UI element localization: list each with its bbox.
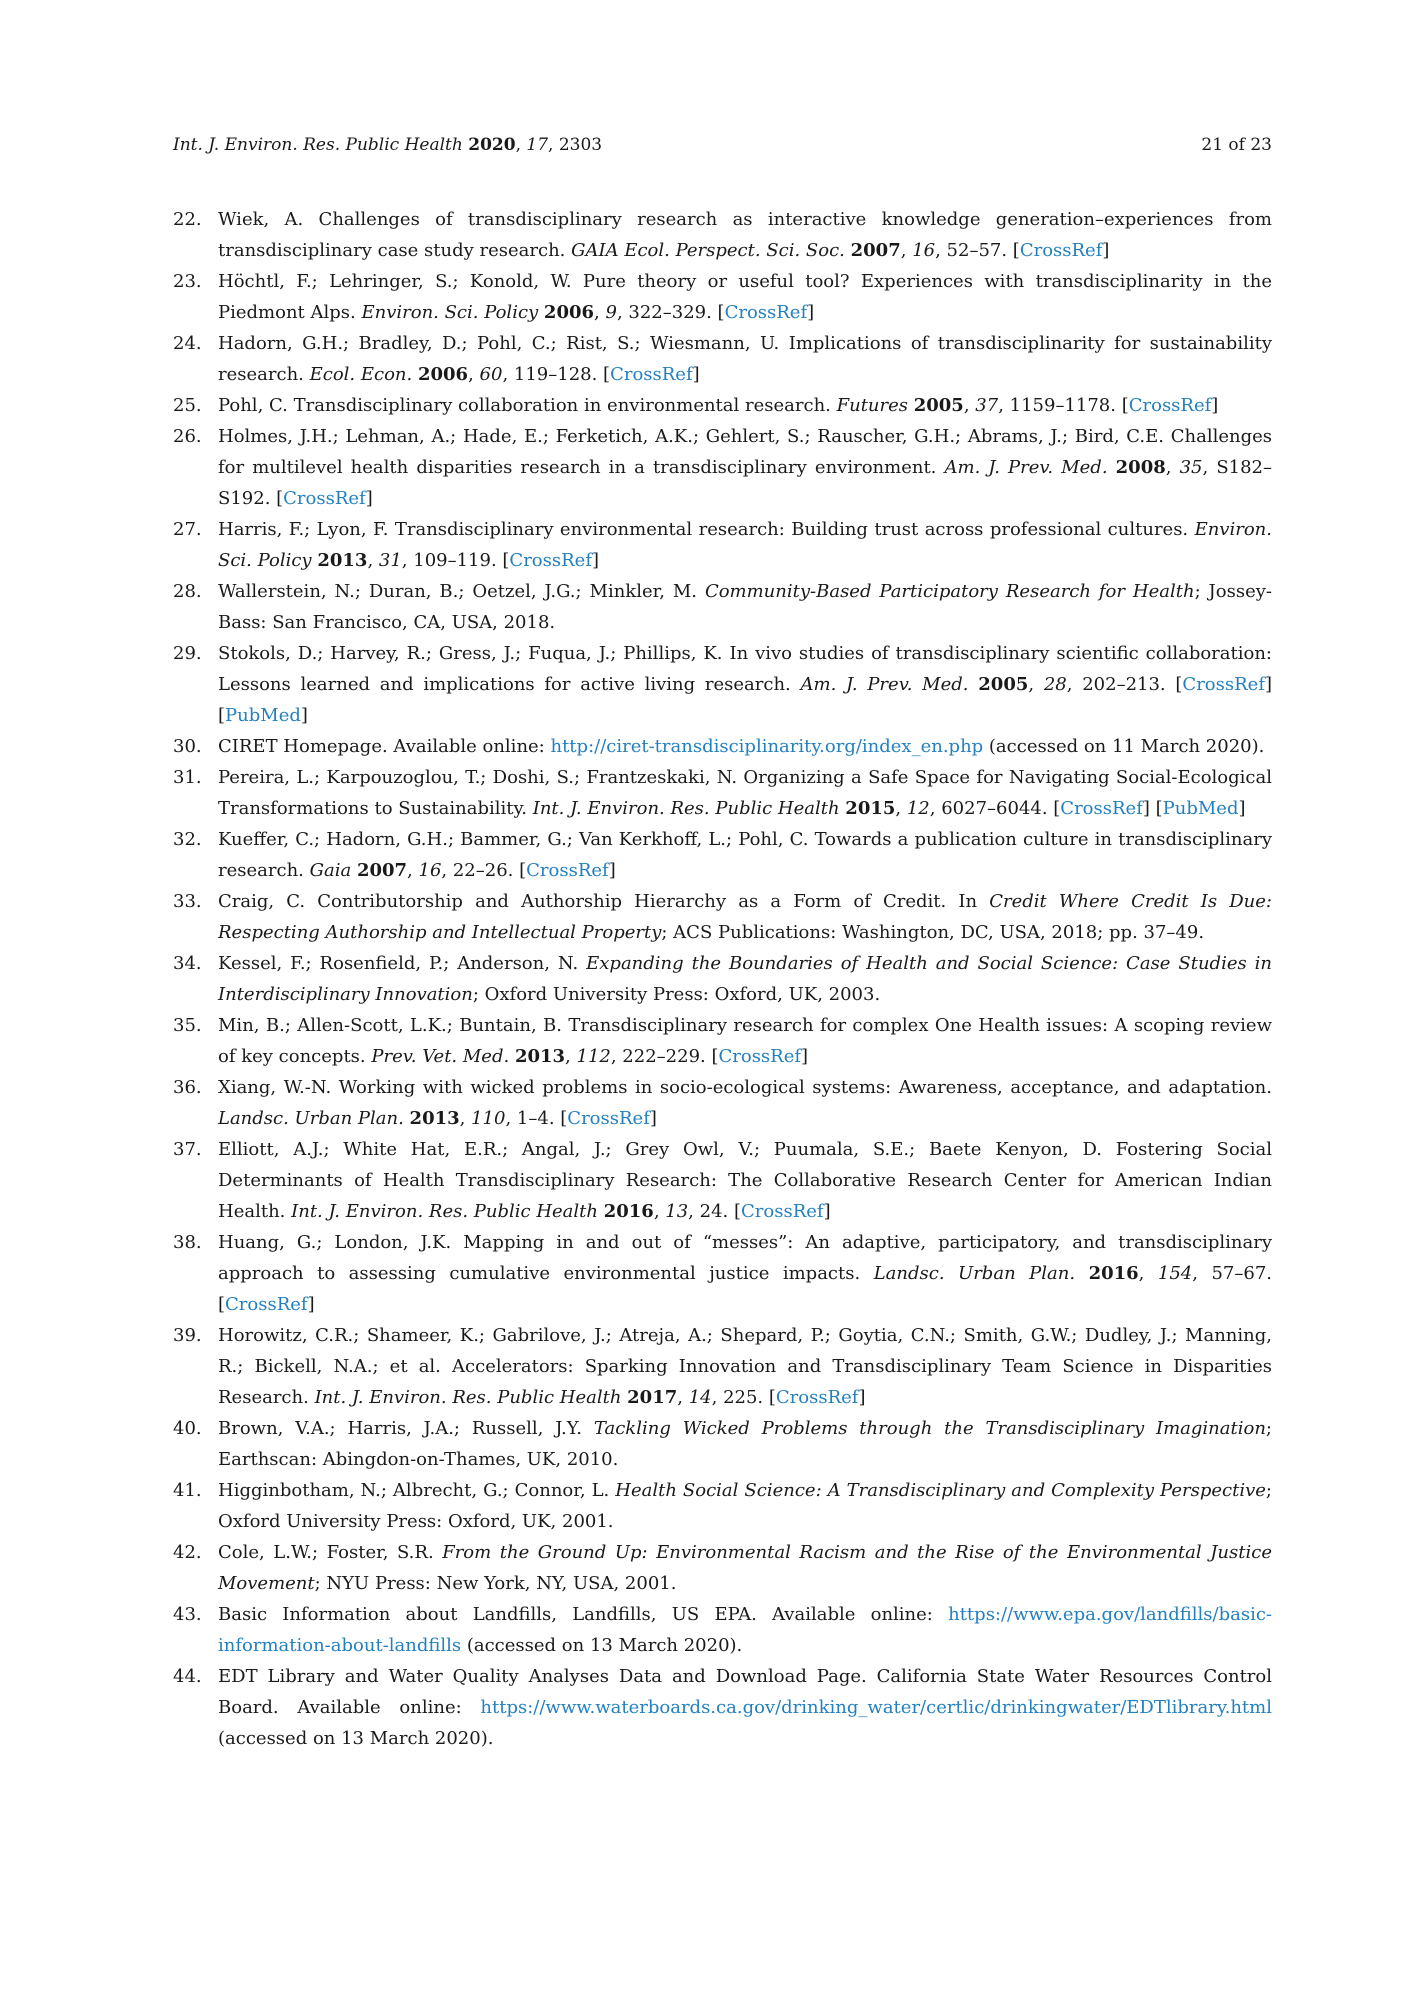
text-run: ,: [1138, 1263, 1158, 1284]
reference-list: [173, 204, 1272, 1754]
text-run: Wiek, A. Challenges of transdisciplinary research as interactive knowledge generation–experiences from transdisciplinary case study research.: [218, 209, 1272, 261]
text-run: ] [: [1142, 798, 1163, 819]
reference-link[interactable]: CrossRef: [283, 488, 366, 509]
reference-item: [173, 1134, 1272, 1227]
text-run: Harris, F.; Lyon, F. Transdisciplinary environmental research: Building trust across professional cultures.: [218, 519, 1195, 540]
page-number-label: 21 of 23: [1201, 135, 1272, 155]
reference-text: [218, 948, 1272, 1010]
text-run: ] [: [218, 674, 1273, 726]
text-run: Hadorn, G.H.; Bradley, D.; Pohl, C.; Rist, S.; Wiesmann, U. Implications of transdisciplinarity for sustainability research.: [218, 333, 1272, 385]
reference-item: [173, 1661, 1272, 1754]
reference-text: [218, 204, 1272, 266]
reference-text: [218, 390, 1272, 421]
text-run: , 202–213. [: [1066, 674, 1183, 695]
text-run: 2006: [417, 364, 469, 385]
reference-item: [173, 1320, 1272, 1413]
text-run: ,: [594, 302, 606, 323]
text-run: 154: [1157, 1263, 1193, 1284]
text-run: Wallerstein, N.; Duran, B.; Oetzel, J.G.; Minkler, M.: [218, 581, 705, 602]
text-run: (accessed on 13 March 2020).: [461, 1635, 743, 1656]
reference-link[interactable]: CrossRef: [509, 550, 592, 571]
text-run: ]: [1238, 798, 1246, 819]
text-run: ]: [1102, 240, 1110, 261]
text-run: , 222–229. [: [610, 1046, 719, 1067]
text-run: Brown, V.A.; Harris, J.A.; Russell, J.Y.: [218, 1418, 594, 1439]
text-run: 2005: [913, 395, 964, 416]
text-run: ,: [468, 364, 480, 385]
text-run: Holmes, J.H.; Lehman, A.; Hade, E.; Ferketich, A.K.; Gehlert, S.; Rauscher, G.H.; Abrams, J.; Bird, C.E. Challenges for multilevel health disparities research in a transdisciplinary environment.: [218, 426, 1272, 478]
text-run: Gaia: [309, 860, 357, 881]
text-run: Prev. Vet. Med.: [371, 1046, 515, 1067]
reference-item: [173, 731, 1272, 762]
text-run: ,: [407, 860, 419, 881]
text-run: Pereira, L.; Karpouzoglou, T.; Doshi, S.; Frantzeskaki, N. Organizing a Safe Space for Navigating Social-Ecological Transformations to Sustainability.: [218, 767, 1272, 819]
text-run: ]: [801, 1046, 809, 1067]
reference-item: [173, 1227, 1272, 1320]
text-run: ,: [367, 550, 379, 571]
text-run: 14: [688, 1387, 712, 1408]
text-run: 2013: [409, 1108, 460, 1129]
text-run: 13: [665, 1201, 689, 1222]
reference-number: 34.: [173, 953, 202, 974]
text-run: , 1–4. [: [505, 1108, 568, 1129]
reference-number: 32.: [173, 829, 202, 850]
reference-item: [173, 328, 1272, 390]
text-run: Credit Where Credit Is Due: Respecting Authorship and Intellectual Property: [218, 891, 1272, 943]
reference-item: [173, 762, 1272, 824]
text-run: Elliott, A.J.; White Hat, E.R.; Angal, J.; Grey Owl, V.; Puumala, S.E.; Baete Kenyon, D. Fostering Social Determinants of Health Transdisciplinary Research: The Collaborative Research Center for American Indian Health.: [218, 1139, 1272, 1222]
reference-number: 41.: [173, 1480, 202, 1501]
text-run: , S182–S192. [: [218, 457, 1273, 509]
text-run: , 2303: [548, 135, 603, 155]
page-header: [173, 134, 1272, 156]
reference-number: 35.: [173, 1015, 202, 1036]
reference-item: [173, 1413, 1272, 1475]
text-run: Min, B.; Allen-Scott, L.K.; Buntain, B. Transdisciplinary research for complex One Health issues: A scoping review of key concepts.: [218, 1015, 1272, 1067]
reference-link[interactable]: CrossRef: [567, 1108, 650, 1129]
text-run: Int. J. Environ. Res. Public Health: [532, 798, 846, 819]
text-run: ,: [515, 135, 527, 155]
text-run: Landsc. Urban Plan.: [873, 1263, 1089, 1284]
text-run: 37: [975, 395, 999, 416]
reference-number: 44.: [173, 1666, 202, 1687]
text-run: 2005: [978, 674, 1029, 695]
journal-citation: [173, 134, 602, 156]
text-run: ; ACS Publications: Washington, DC, USA, 2018; pp. 37–49.: [661, 922, 1205, 943]
reference-link[interactable]: CrossRef: [1060, 798, 1143, 819]
reference-item: [173, 886, 1272, 948]
text-run: Tackling Wicked Problems through the Transdisciplinary Imagination: [593, 1418, 1266, 1439]
text-run: CIRET Homepage. Available online:: [218, 736, 551, 757]
text-run: Community-Based Participatory Research for Health: [704, 581, 1195, 602]
text-run: Kueffer, C.; Hadorn, G.H.; Bammer, G.; Van Kerkhoff, L.; Pohl, C. Towards a publication culture in transdisciplinary research.: [218, 829, 1272, 881]
reference-text: [218, 514, 1272, 576]
text-run: 2006: [543, 302, 595, 323]
text-run: ,: [459, 1108, 472, 1129]
text-run: 2013: [514, 1046, 566, 1067]
text-run: ]: [692, 364, 700, 385]
text-run: ; Earthscan: Abingdon-on-Thames, UK, 2010.: [218, 1418, 1272, 1470]
text-run: 16: [418, 860, 442, 881]
text-run: ]: [307, 1294, 315, 1315]
text-run: ]: [591, 550, 600, 571]
reference-link[interactable]: CrossRef: [526, 860, 609, 881]
text-run: GAIA Ecol. Perspect. Sci. Soc.: [571, 240, 851, 261]
text-run: ; NYU Press: New York, NY, USA, 2001.: [314, 1573, 677, 1594]
text-run: Pohl, C. Transdisciplinary collaboration in environmental research.: [218, 395, 837, 416]
text-run: ]: [807, 302, 815, 323]
reference-text: [218, 421, 1272, 514]
reference-item: [173, 576, 1272, 638]
reference-number: 27.: [173, 519, 202, 540]
reference-link[interactable]: http://ciret-transdisciplinarity.org/index_en.php: [550, 736, 984, 757]
text-run: , 22–26. [: [441, 860, 527, 881]
text-run: Basic Information about Landfills, Landfills, US EPA. Available online:: [218, 1604, 949, 1625]
text-run: ; Jossey-Bass: San Francisco, CA, USA, 2018.: [218, 581, 1272, 633]
text-run: 9: [605, 302, 617, 323]
text-run: ,: [1028, 674, 1044, 695]
text-run: Cole, L.W.; Foster, S.R.: [218, 1542, 443, 1563]
text-run: 16: [912, 240, 936, 261]
text-run: Int. J. Environ. Res. Public Health: [291, 1201, 604, 1222]
text-run: ]: [823, 1201, 831, 1222]
reference-number: 43.: [173, 1604, 202, 1625]
text-run: 2013: [317, 550, 368, 571]
reference-number: 33.: [173, 891, 202, 912]
reference-link[interactable]: https://www.waterboards.ca.gov/drinking_water/certlic/drinkingwater/EDTlibrary.html: [480, 1697, 1272, 1718]
text-run: ]: [300, 705, 308, 726]
text-run: Höchtl, F.; Lehringer, S.; Konold, W. Pure theory or useful tool? Experiences with transdisciplinarity in the Piedmont Alps.: [218, 271, 1272, 323]
text-run: Expanding the Boundaries of Health and Social Science: Case Studies in Interdisciplinary Innovation: [218, 953, 1272, 1005]
text-run: Stokols, D.; Harvey, R.; Gress, J.; Fuqua, J.; Phillips, K. In vivo studies of transdisciplinary scientific collaboration: Lessons learned and implications for active living research.: [218, 643, 1272, 695]
text-run: 17: [526, 135, 549, 155]
text-run: Horowitz, C.R.; Shameer, K.; Gabrilove, J.; Atreja, A.; Shepard, P.; Goytia, C.N.; Smith, G.W.; Dudley, J.; Manning, R.; Bickell, N.A.; et al. Accelerators: Sparking Innovation and Transdisciplinary Team Science in Disparities Research.: [218, 1325, 1272, 1408]
text-run: (accessed on 13 March 2020).: [218, 1728, 494, 1749]
reference-text: [218, 1134, 1272, 1227]
text-run: Huang, G.; London, J.K. Mapping in and out of “messes”: An adaptive, participatory, and transdisciplinary approach to assessing cumulative environmental justice impacts.: [218, 1232, 1272, 1284]
text-run: Craig, C. Contributorship and Authorship Hierarchy as a Form of Credit. In: [218, 891, 990, 912]
reference-text: [218, 1072, 1272, 1134]
reference-number: 39.: [173, 1325, 202, 1346]
text-run: 2016: [1088, 1263, 1139, 1284]
reference-text: [218, 1320, 1272, 1413]
text-run: Am. J. Prev. Med.: [944, 457, 1116, 478]
reference-number: 24.: [173, 333, 202, 354]
text-run: , 52–57. [: [935, 240, 1020, 261]
reference-text: [218, 1599, 1272, 1661]
reference-item: [173, 824, 1272, 886]
text-run: EDT Library and Water Quality Analyses Data and Download Page. California State Water Resources Control Board. Available online:: [218, 1666, 1272, 1718]
text-run: Futures: [836, 395, 914, 416]
text-run: , 225. [: [711, 1387, 776, 1408]
text-run: 12: [906, 798, 930, 819]
reference-item: [173, 204, 1272, 266]
text-run: ,: [677, 1387, 689, 1408]
text-run: ,: [653, 1201, 666, 1222]
text-run: Environ. Sci. Policy: [361, 302, 544, 323]
text-run: , 6027–6044. [: [929, 798, 1061, 819]
reference-item: [173, 1537, 1272, 1599]
text-run: ]: [1211, 395, 1219, 416]
text-run: 31: [378, 550, 402, 571]
reference-text: [218, 1475, 1272, 1537]
reference-text: [218, 886, 1272, 948]
reference-item: [173, 1599, 1272, 1661]
text-run: ]: [365, 488, 373, 509]
text-run: Environ. Sci. Policy: [218, 519, 1272, 571]
text-run: 2016: [603, 1201, 654, 1222]
text-run: Xiang, W.-N. Working with wicked problems in socio-ecological systems: Awareness, acceptance, and adaptation.: [218, 1077, 1272, 1098]
reference-number: 38.: [173, 1232, 202, 1253]
text-run: 28: [1043, 674, 1067, 695]
text-run: , 322–329. [: [616, 302, 725, 323]
reference-text: [218, 1661, 1272, 1754]
reference-number: 31.: [173, 767, 202, 788]
text-run: 2008: [1115, 457, 1166, 478]
text-run: 2020: [468, 135, 516, 155]
reference-text: [218, 1537, 1272, 1599]
reference-number: 26.: [173, 426, 202, 447]
text-run: Am. J. Prev. Med.: [800, 674, 979, 695]
text-run: ,: [895, 798, 907, 819]
reference-number: 40.: [173, 1418, 202, 1439]
text-run: , 119–128. [: [502, 364, 611, 385]
text-run: ,: [1165, 457, 1180, 478]
reference-text: [218, 1413, 1272, 1475]
text-run: Kessel, F.; Rosenfield, P.; Anderson, N.: [218, 953, 587, 974]
text-run: 2015: [845, 798, 896, 819]
reference-text: [218, 824, 1272, 886]
text-run: ]: [858, 1387, 866, 1408]
reference-number: 36.: [173, 1077, 202, 1098]
text-run: ,: [963, 395, 976, 416]
reference-number: 37.: [173, 1139, 202, 1160]
text-run: Ecol. Econ.: [309, 364, 418, 385]
reference-number: 42.: [173, 1542, 202, 1563]
text-run: 2007: [850, 240, 901, 261]
text-run: , 24. [: [688, 1201, 741, 1222]
reference-link[interactable]: CrossRef: [225, 1294, 308, 1315]
reference-text: [218, 1227, 1272, 1320]
reference-text: [218, 638, 1272, 731]
reference-item: [173, 1010, 1272, 1072]
text-run: From the Ground Up: Environmental Racism and the Rise of the Environmental Justice Movement: [218, 1542, 1272, 1594]
reference-text: [218, 576, 1272, 638]
reference-link[interactable]: CrossRef: [724, 302, 808, 323]
text-run: Landsc. Urban Plan.: [218, 1108, 410, 1129]
text-run: 60: [479, 364, 503, 385]
text-run: Int. J. Environ. Res. Public Health: [173, 135, 469, 155]
text-run: 35: [1179, 457, 1203, 478]
reference-text: [218, 266, 1272, 328]
reference-item: [173, 1475, 1272, 1537]
text-run: (accessed on 11 March 2020).: [983, 736, 1265, 757]
reference-text: [218, 328, 1272, 390]
reference-link[interactable]: PubMed: [1162, 798, 1239, 819]
reference-text: [218, 731, 1272, 762]
reference-link[interactable]: PubMed: [225, 705, 301, 726]
text-run: Health Social Science: A Transdisciplinary and Complexity Perspective: [615, 1480, 1266, 1501]
reference-item: [173, 638, 1272, 731]
text-run: , 109–119. [: [401, 550, 510, 571]
reference-number: 25.: [173, 395, 202, 416]
reference-link[interactable]: CrossRef: [1019, 240, 1103, 261]
text-run: , 57–67. [: [218, 1263, 1272, 1315]
text-run: Int. J. Environ. Res. Public Health: [314, 1387, 628, 1408]
text-run: 110: [471, 1108, 506, 1129]
text-run: 2017: [627, 1387, 678, 1408]
reference-link[interactable]: CrossRef: [775, 1387, 859, 1408]
text-run: ]: [608, 860, 616, 881]
text-run: 112: [576, 1046, 611, 1067]
text-run: ; Oxford University Press: Oxford, UK, 2003.: [472, 984, 881, 1005]
reference-link[interactable]: CrossRef: [610, 364, 693, 385]
text-run: ; Oxford University Press: Oxford, UK, 2001.: [218, 1480, 1272, 1532]
reference-number: 23.: [173, 271, 202, 292]
reference-item: [173, 421, 1272, 514]
reference-item: [173, 514, 1272, 576]
text-run: Higginbotham, N.; Albrecht, G.; Connor, L.: [218, 1480, 616, 1501]
reference-link[interactable]: CrossRef: [1128, 395, 1212, 416]
reference-number: 30.: [173, 736, 202, 757]
text-run: , 1159–1178. [: [998, 395, 1129, 416]
reference-link[interactable]: https://www.epa.gov/landfills/basic-information-about-landfills: [218, 1604, 1272, 1656]
reference-number: 29.: [173, 643, 202, 664]
reference-item: [173, 1072, 1272, 1134]
reference-link[interactable]: CrossRef: [741, 1201, 824, 1222]
reference-link[interactable]: CrossRef: [718, 1046, 802, 1067]
reference-item: [173, 266, 1272, 328]
reference-number: 22.: [173, 209, 202, 230]
reference-number: 28.: [173, 581, 202, 602]
reference-link[interactable]: CrossRef: [1182, 674, 1265, 695]
text-run: ]: [649, 1108, 657, 1129]
reference-text: [218, 1010, 1272, 1072]
text-run: ,: [900, 240, 913, 261]
text-run: 2007: [356, 860, 408, 881]
reference-item: [173, 390, 1272, 421]
reference-item: [173, 948, 1272, 1010]
reference-text: [218, 762, 1272, 824]
text-run: ,: [565, 1046, 577, 1067]
